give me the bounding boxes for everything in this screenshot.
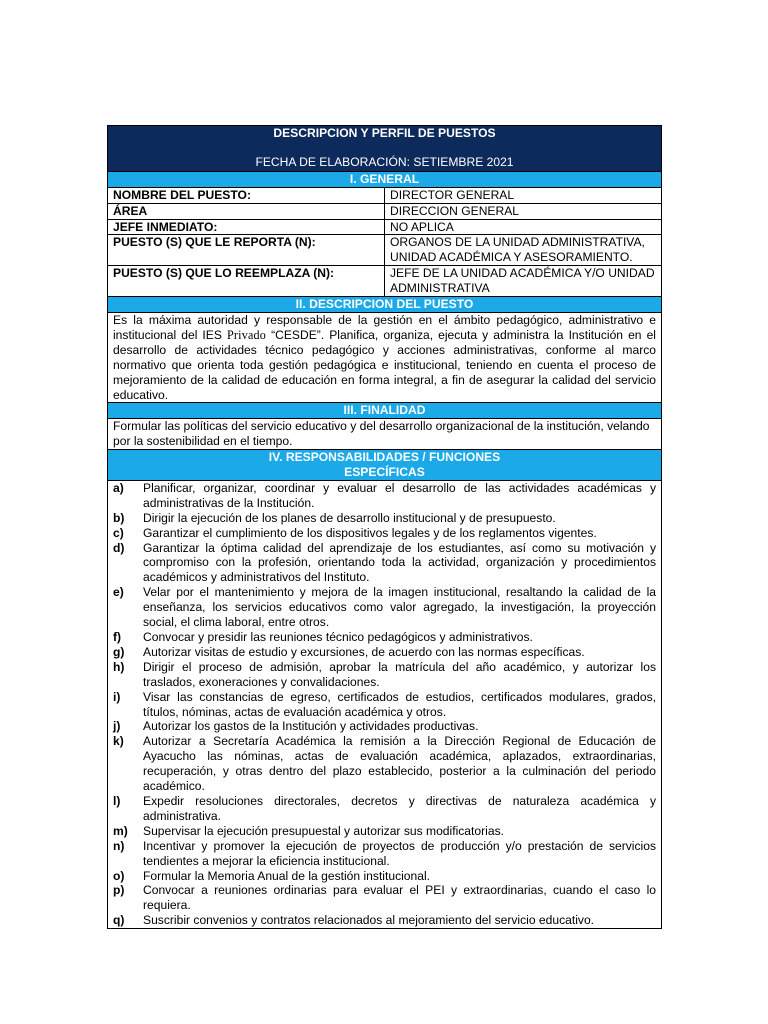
descripcion-text-part: “CESDE”. Planifica, organiza, ejecuta y administra la Institución en el desarrollo de actividades técnico pedagógico y acciones administrativas, conforme al marco normativo que orienta toda gestión pedagógica e institucional, teniendo en cuenta el proceso de mejoramiento de la calidad de educación en forma integral, a fin de asegurar la calidad del servicio educativo.	[113, 327, 656, 402]
list-item-text: Incentivar y promover la ejecución de proyectos de producción y/o prestación de servicios tendientes a mejorar la eficiencia institucional.	[143, 838, 656, 868]
list-item	[113, 794, 656, 824]
list-item	[113, 645, 656, 660]
section-heading-finalidad: III. FINALIDAD	[108, 403, 662, 419]
general-row	[108, 203, 662, 219]
descripcion-text-part: Privado	[226, 327, 267, 342]
list-item-text: Dirigir la ejecución de los planes de desarrollo institucional y de presupuesto.	[143, 510, 556, 525]
list-item-letter: c)	[113, 525, 124, 540]
list-item-text: Autorizar a Secretaría Académica la remisión a la Dirección Regional de Educación de Ayacucho las nóminas, actas de evaluación académica, aplazados, extraordinarias, recuperación, y otras dentro del plazo establecido, posterior a la culminación del periodo académico.	[143, 734, 656, 794]
job-profile-table	[107, 125, 662, 929]
document-header	[108, 126, 662, 172]
general-value: ORGANOS DE LA UNIDAD ADMINISTRATIVA, UNIDAD ACADÉMICA Y ASESORAMIENTO.	[385, 235, 662, 266]
general-value: JEFE DE LA UNIDAD ACADÉMICA Y/O UNIDAD ADMINISTRATIVA	[385, 266, 662, 297]
list-item-text: Supervisar la ejecución presupuestal y autorizar sus modificatorias.	[143, 823, 504, 838]
list-item	[113, 630, 656, 645]
section-heading-responsabilidades	[108, 450, 662, 481]
list-item	[113, 869, 656, 884]
section-heading-general: I. GENERAL	[108, 171, 662, 187]
descripcion-paragraph	[108, 312, 662, 402]
list-item-letter: q)	[113, 913, 125, 928]
list-item-text: Dirigir el proceso de admisión, aprobar la matrícula del año académico, y autorizar los traslados, exoneraciones y convalidaciones.	[143, 659, 656, 689]
list-item	[113, 913, 656, 928]
list-item	[113, 526, 656, 541]
list-item	[113, 660, 656, 690]
list-item	[113, 824, 656, 839]
general-row	[108, 187, 662, 203]
general-row	[108, 219, 662, 235]
job-profile-document	[107, 125, 662, 929]
list-item-letter: n)	[113, 838, 125, 853]
document-title: DESCRIPCION Y PERFIL DE PUESTOS	[273, 126, 496, 140]
list-item-text: Garantizar la óptima calidad del aprendizaje de los estudiantes, así como su motivación y compromiso con la profesión, orientando toda la actividad, organización y procedimientos académicos y administrativos del Instituto.	[143, 540, 656, 585]
list-item-letter: d)	[113, 540, 125, 555]
list-item-letter: a)	[113, 480, 124, 495]
general-label: ÁREA	[108, 203, 385, 219]
list-item-letter: o)	[113, 868, 125, 883]
list-item	[113, 839, 656, 869]
list-item	[113, 690, 656, 720]
finalidad-paragraph: Formular las políticas del servicio educativo y del desarrollo organizacional de la institución, velando por la sostenibilidad en el tiempo.	[108, 419, 662, 450]
list-item	[113, 511, 656, 526]
list-item-letter: i)	[113, 689, 121, 704]
list-item-text: Autorizar los gastos de la Institución y actividades productivas.	[143, 719, 479, 734]
list-item-text: Formular la Memoria Anual de la gestión institucional.	[143, 868, 431, 883]
list-item-text: Autorizar visitas de estudio y excursiones, de acuerdo con las normas específicas.	[143, 644, 585, 659]
list-item	[113, 541, 656, 586]
list-item-letter: l)	[113, 793, 121, 808]
list-item-letter: e)	[113, 585, 124, 600]
responsabilidades-heading-line: IV. RESPONSABILIDADES / FUNCIONES	[268, 450, 501, 465]
general-row	[108, 235, 662, 266]
elaboration-date: FECHA DE ELABORACIÓN: SETIEMBRE 2021	[255, 154, 514, 169]
list-item	[113, 481, 656, 511]
general-label: NOMBRE DEL PUESTO:	[108, 187, 385, 203]
list-item-text: Suscribir convenios y contratos relacionados al mejoramiento del servicio educativo.	[143, 913, 595, 928]
general-label: JEFE INMEDIATO:	[108, 219, 385, 235]
general-label: PUESTO (S) QUE LO REEMPLAZA (N):	[108, 266, 385, 297]
list-item-text: Velar por el mantenimiento y mejora de la imagen institucional, resaltando la calidad de la enseñanza, los servicios educativos como valor agregado, la investigación, la proyección social, el clima laboral, entre otros.	[143, 585, 656, 630]
descripcion-text-part: Es la máxima autoridad y responsable de la gestión en el ámbito pedagógico, administrativo e institucional del IES	[113, 312, 656, 342]
list-item-letter: f)	[113, 630, 122, 644]
list-item-letter: p)	[113, 883, 125, 898]
list-item	[113, 719, 656, 734]
list-item-letter: b)	[113, 510, 125, 525]
general-label: PUESTO (S) QUE LE REPORTA (N):	[108, 235, 385, 266]
list-item	[113, 734, 656, 794]
list-item	[113, 883, 656, 913]
list-item-letter: g)	[113, 644, 125, 659]
general-value: DIRECTOR GENERAL	[385, 187, 662, 203]
general-value: NO APLICA	[385, 219, 662, 235]
list-item-text: Convocar a reuniones ordinarias para evaluar el PEI y extraordinarias, cuando el caso lo requiera.	[143, 883, 656, 913]
general-value: DIRECCION GENERAL	[385, 203, 662, 219]
list-item	[113, 585, 656, 630]
list-item-text: Planificar, organizar, coordinar y evaluar el desarrollo de las actividades académicas y administrativas de la Institución.	[143, 480, 656, 510]
general-row	[108, 266, 662, 297]
responsabilidades-heading-line: ESPECÍFICAS	[344, 465, 425, 480]
list-item-text: Expedir resoluciones directorales, decretos y directivas de naturaleza académica y administrativa.	[143, 793, 656, 823]
list-item-letter: k)	[113, 734, 124, 749]
list-item-text: Visar las constancias de egreso, certificados de estudios, certificados modulares, grados, títulos, nóminas, actas de evaluación académica y otros.	[143, 689, 656, 719]
responsabilidades-list	[113, 481, 656, 928]
list-item-letter: m)	[113, 823, 128, 838]
list-item-letter: h)	[113, 659, 125, 674]
list-item-text: Garantizar el cumplimiento de los dispositivos legales y de los reglamentos vigentes.	[143, 525, 597, 540]
section-heading-descripcion: II. DESCRIPCION DEL PUESTO	[108, 297, 662, 313]
list-item-text: Convocar y presidir las reuniones técnico pedagógicos y administrativos.	[143, 630, 533, 644]
responsabilidades-list-cell	[108, 480, 662, 928]
list-item-letter: j)	[113, 719, 121, 734]
